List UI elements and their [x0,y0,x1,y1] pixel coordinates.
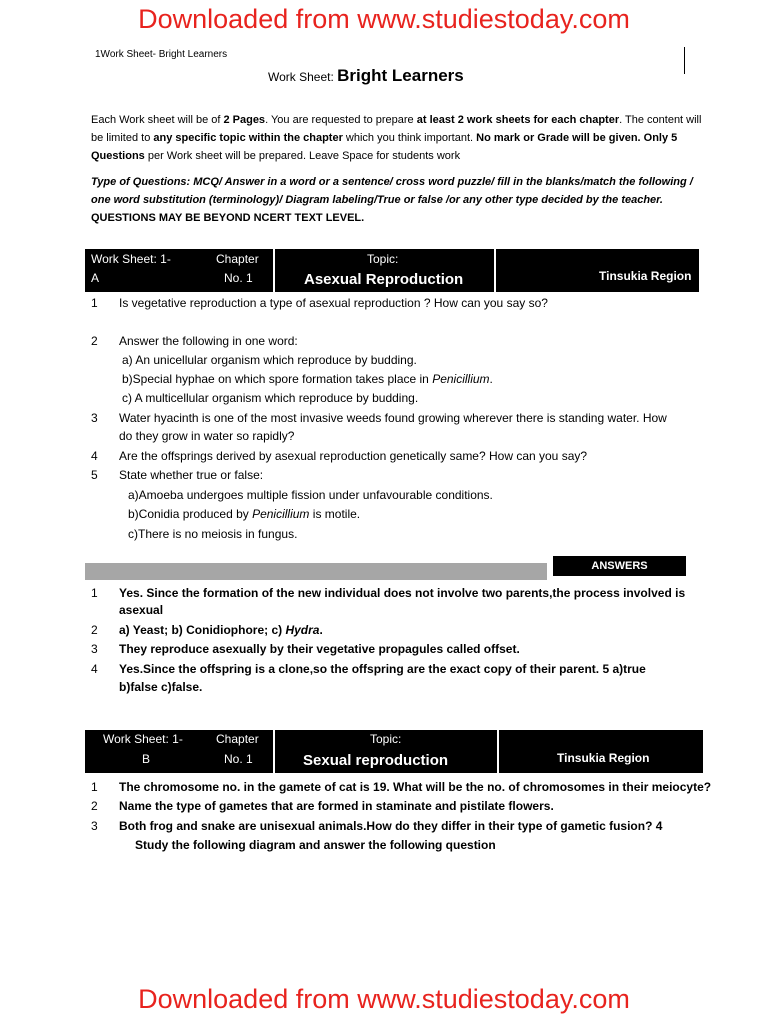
separator-bar [85,563,547,580]
question-b-number: 1 [91,780,98,794]
download-banner-top: Downloaded from www.studiestoday.com [138,4,630,34]
question-b-line: The chromosome no. in the gamete of cat is 19. What will be the no. of chromosomes in their meiocyte? [119,780,712,794]
intro-paragraph: Each Work sheet will be of 2 Pages. You are requested to prepare at least 2 work sheets for each chapter. The content will be limited to any specific topic within the chapter which you think important. No mark or Grade will be given. Only 5 Questions per Work sheet will be prepared. Leave Space for students work [91,114,702,162]
question-number: 4 [91,449,98,463]
question-b-number: 2 [91,799,98,813]
topic-title: Asexual Reproduction [304,271,464,288]
question-line: c) A multicellular organism which reproduce by budding. [122,391,419,405]
question-line: a) An unicellular organism which reproduce by budding. [122,353,417,367]
title-prefix: Work Sheet: [268,70,334,84]
topic-label: Topic: [370,732,402,746]
question-line: a)Amoeba undergoes multiple fission under unfavourable conditions. [128,488,493,502]
question-line: State whether true or false: [119,468,264,482]
region-label: Tinsukia Region [599,269,692,283]
answer-number: 4 [91,662,98,676]
page-title [268,66,464,86]
ncert-note: QUESTIONS MAY BE BEYOND NCERT TEXT LEVEL. [91,212,365,224]
download-banner-bottom: Downloaded from www.studiestoday.com [138,984,630,1014]
worksheet-id: A [91,271,100,285]
answer-line: Yes.Since the offspring is a clone,so the offspring are the exact copy of their parent. 5 a)true [119,662,646,676]
question-line: Are the offsprings derived by asexual reproduction genetically same? How can you say? [119,449,588,463]
question-line: b)Conidia produced by Penicillium is motile. [128,507,361,521]
region-label: Tinsukia Region [557,751,650,765]
answer-line: a) Yeast; b) Conidiophore; c) Hydra. [119,623,323,637]
question-number: 5 [91,468,98,482]
question-line: Water hyacinth is one of the most invasive weeds found growing wherever there is standing water. How [119,411,667,425]
worksheet-a-header [85,249,699,292]
answer-line: They reproduce asexually by their vegetative propagules called offset. [119,642,520,656]
worksheet-label: Work Sheet: 1- [103,732,183,746]
question-number: 1 [91,296,98,310]
question-line: b)Special hyphae on which spore formation takes place in Penicillium. [122,372,493,386]
divider [684,47,685,74]
topic-title: Sexual reproduction [303,752,449,769]
question-b-line: Name the type of gametes that are formed in staminate and pistilate flowers. [119,799,554,813]
question-line: Is vegetative reproduction a type of asexual reproduction ? How can you say so? [119,296,548,310]
header-label: 1Work Sheet- Bright Learners [95,49,228,60]
answers-badge: ANSWERS [553,556,686,576]
worksheet-label: Work Sheet: 1- [91,252,171,266]
question-types: Type of Questions: MCQ/ Answer in a word or a sentence/ cross word puzzle/ fill in the blanks/match the following / one word substitution (terminology)/ Diagram labeling/True or false /or any other type decided by the teacher. [91,176,693,206]
question-b-line: Study the following diagram and answer the following question [135,838,496,852]
answer-number: 2 [91,623,98,637]
question-b-line: Both frog and snake are unisexual animals.How do they differ in their type of gametic fusion? 4 [119,819,663,833]
answer-number: 1 [91,586,98,600]
answer-line: Yes. Since the formation of the new individual does not involve two parents,the process involved is [119,586,686,600]
chapter-number: No. 1 [224,271,253,285]
question-line: do they grow in water so rapidly? [119,429,295,443]
question-number: 3 [91,411,98,425]
worksheet-b-header [85,730,703,773]
answer-line: asexual [119,603,164,617]
chapter-label: Chapter [216,252,259,266]
title-main: Bright Learners [337,66,464,85]
topic-label: Topic: [367,252,399,266]
chapter-label: Chapter [216,732,259,746]
answer-number: 3 [91,642,98,656]
question-b-number: 3 [91,819,98,833]
answer-line: b)false c)false. [119,680,203,694]
chapter-number: No. 1 [224,752,253,766]
question-line: Answer the following in one word: [119,334,298,348]
worksheet-id: B [142,752,151,766]
question-number: 2 [91,334,98,348]
question-line: c)There is no meiosis in fungus. [128,527,298,541]
